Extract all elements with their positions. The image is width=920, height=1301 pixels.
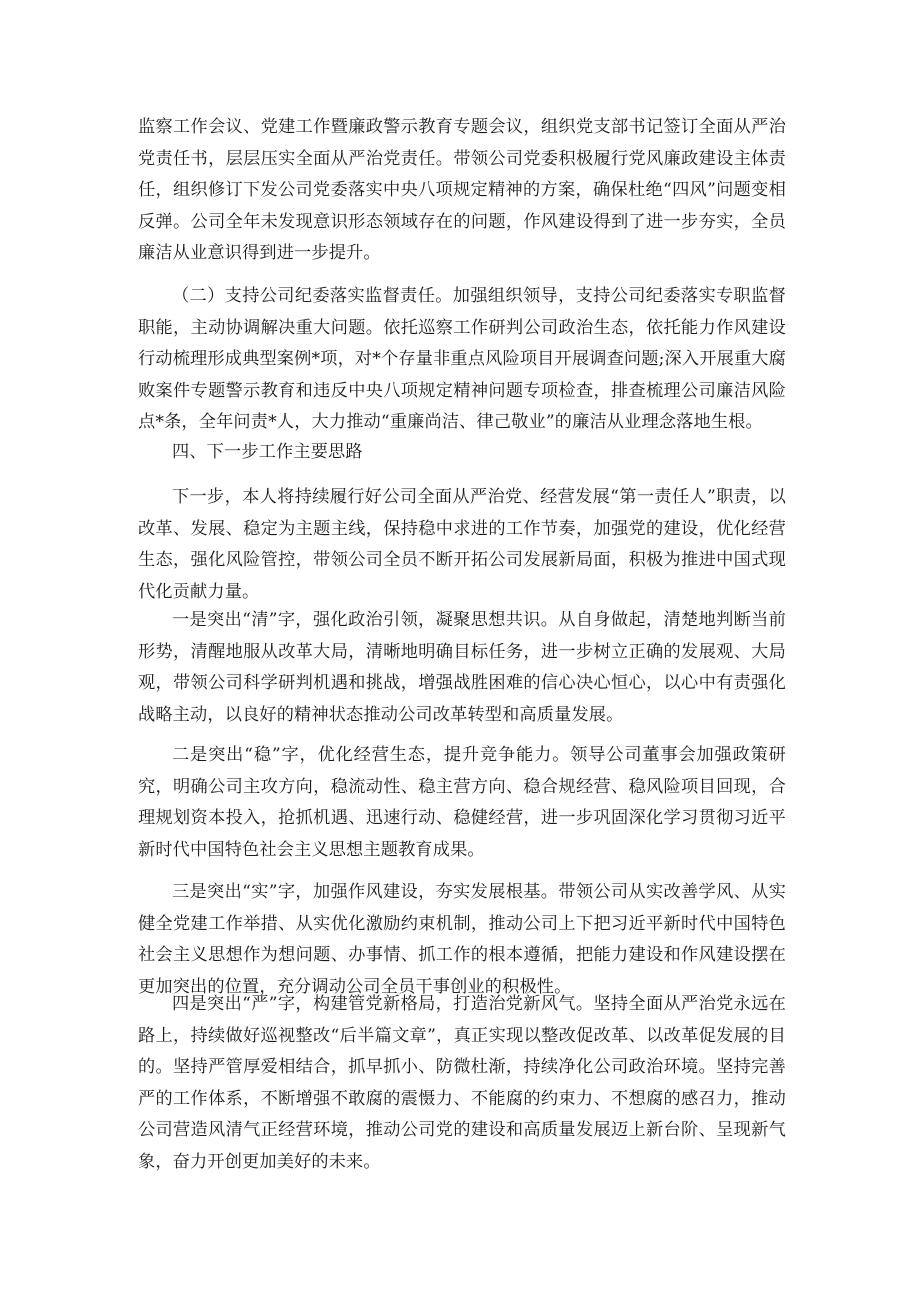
paragraph-continuation: 监察工作会议、党建工作暨廉政警示教育专题会议，组织党支部书记签订全面从严治党责任书，层层压实全面从严治党责任。带领公司党委积极履行党风廉政建设主体责任，组织修订下发公司党委落实中央八项规定精神的方案，确保杜绝“四风”问题变相反弹。公司全年未发现意识形态领域存在的问题，作风建设得到了进一步夯实，全员廉洁从业意识得到进一步提升。 <box>138 117 786 263</box>
paragraph-next-step-overview: 下一步，本人将持续履行好公司全面从严治党、经营发展“第一责任人”职责，以改革、发展、稳定为主题主线，保持稳中求进的工作节奏，加强党的建设，优化经营生态，强化风险管控，带领公司全员不断开拓公司发展新局面，积极为推进中国式现代化贡献力量。 <box>138 487 786 602</box>
paragraph-point-shi: 三是突出“实”字，加强作风建设，夯实发展根基。带领公司从实改善学风、从实健全党建工作举措、从实优化激励约束机制，推动公司上下把习近平新时代中国特色社会主义思想作为想问题、办事情、抓工作的根本遵循，把能力建设和作风建设摆在更加突出的位置，充分调动公司全员干事创业的积极性。 <box>138 882 786 997</box>
paragraph-point-yan: 四是突出“严”字，构建管党新格局，打造治党新风气。坚持全面从严治党永远在路上，持续做好巡视整改“后半篇文章”，真正实现以整改促改革、以改革促发展的目的。坚持严管厚爱相结合，抓早抓小、防微杜渐，持续净化公司政治环境。坚持完善严的工作体系，不断增强不敢腐的震慑力、不能腐的约束力、不想腐的感召力，推动公司营造风清气正经营环境，推动公司党的建设和高质量发展迈上新台阶、呈现新气象，奋力开创更加美好的未来。 <box>138 994 786 1172</box>
paragraph-point-qing: 一是突出“清”字，强化政治引领，凝聚思想共识。从自身做起，清楚地判断当前形势，清醒地服从改革大局，清晰地明确目标任务，进一步树立正确的发展观、大局观，带领公司科学研判机遇和挑战，增强战胜困难的信心决心恒心，以心中有责强化战略主动，以良好的精神状态推动公司改革转型和高质量发展。 <box>138 610 786 725</box>
paragraph-supervision-responsibility: （二）支持公司纪委落实监督责任。加强组织领导，支持公司纪委落实专职监督职能，主动协调解决重大问题。依托巡察工作研判公司政治生态，依托能力作风建设行动梳理形成典型案例*项，对*个存量非重点风险项目开展调查问题;深入开展重大腐败案件专题警示教育和违反中央八项规定精神问题专项检查，排查梳理公司廉洁风险点*条，全年问责*人，大力推动“重廉尚洁、律己敬业”的廉洁从业理念落地生根。 <box>138 286 786 432</box>
paragraph-point-wen: 二是突出“稳”字，优化经营生态，提升竞争能力。领导公司董事会加强政策研究，明确公司主攻方向，稳流动性、稳主营方向、稳合规经营、稳风险项目回现，合理规划资本投入，抢抓机遇、迅速行动、稳健经营，进一步巩固深化学习贯彻习近平新时代中国特色社会主义思想主题教育成果。 <box>138 745 786 860</box>
section-heading-next-steps: 四、下一步工作主要思路 <box>172 442 363 462</box>
